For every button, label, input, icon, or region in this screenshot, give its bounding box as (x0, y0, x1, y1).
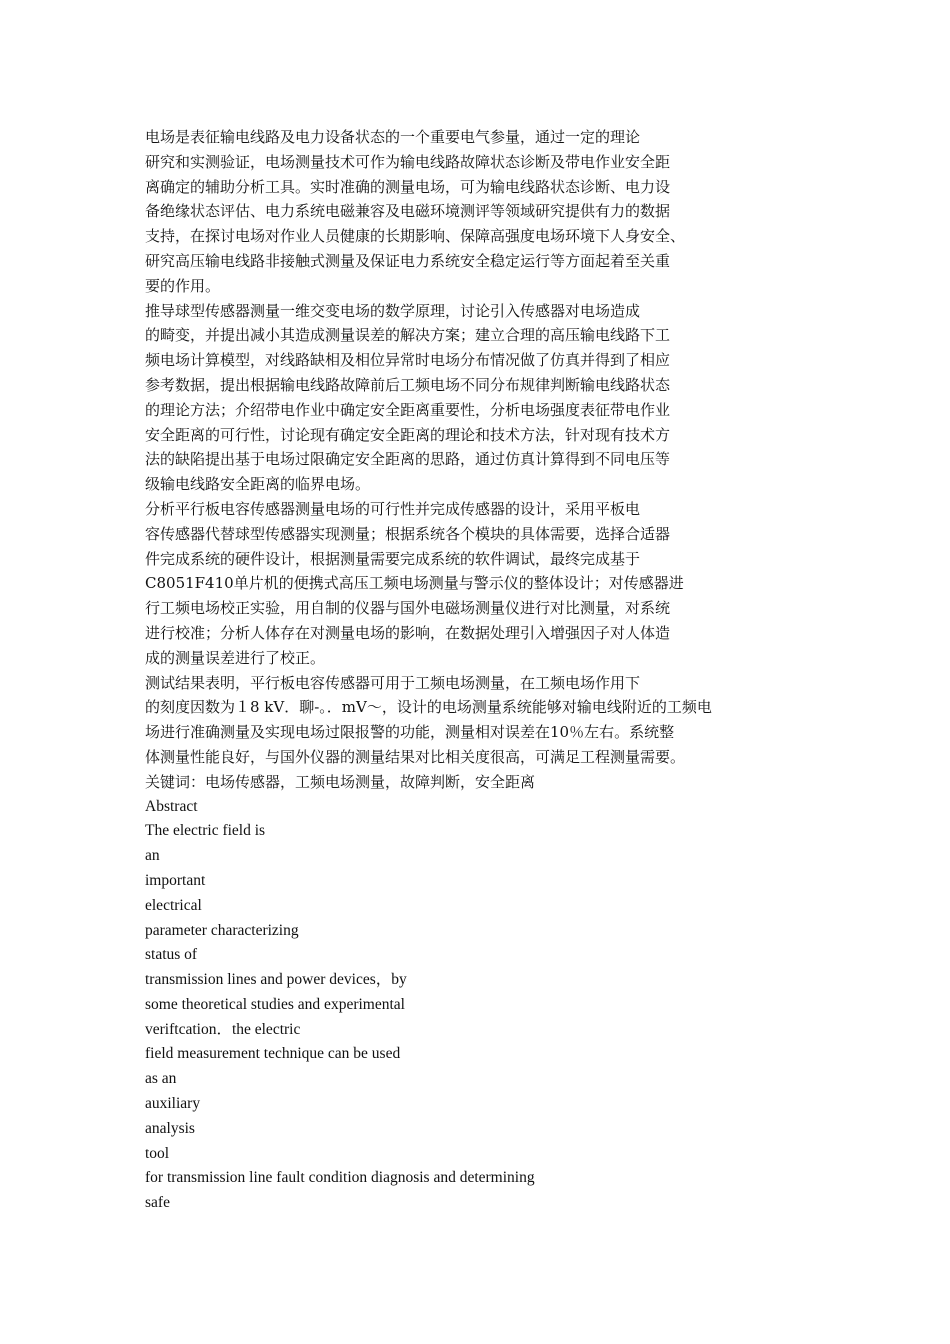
text-line: 体测量性能良好，与国外仪器的测量结果对比相关度很高，可满足工程测量需要。 (145, 747, 686, 766)
text-line: 件完成系统的硬件设计，根据测量需要完成系统的软件调试，最终完成基于 (145, 549, 641, 568)
text-line: 级输电线路安全距离的临界电场。 (145, 475, 371, 494)
text-line: 备绝缘状态评估、电力系统电磁兼容及电磁环境测评等领域研究提供有力的数据 (145, 202, 671, 221)
text-line: 分析平行板电容传感器测量电场的可行性并完成传感器的设计，采用平板电 (145, 499, 641, 518)
text-line: 离确定的辅助分析工具。实时准确的测量电场，可为输电线路状态诊断、电力设 (145, 177, 671, 196)
abstract-line: The electric field is (145, 822, 266, 840)
paragraph-1 (145, 125, 805, 299)
text-line: 的理论方法；介绍带电作业中确定安全距离重要性，分析电场强度表征带电作业 (145, 400, 671, 419)
abstract-line: veriftcation．the electric (145, 1020, 301, 1038)
abstract-line: analysis (145, 1119, 195, 1137)
paragraph-3 (145, 497, 805, 671)
abstract-line: some theoretical studies and experimental (145, 995, 405, 1013)
text-line: 研究高压输电线路非接触式测量及保证电力系统安全稳定运行等方面起着至关重 (145, 251, 671, 270)
text-line: 的刻度因数为１8 kV．聊-。．mV～，设计的电场测量系统能够对输电线附近的工频电 (145, 698, 712, 717)
abstract-line: auxiliary (145, 1095, 201, 1113)
abstract-body (145, 819, 805, 1216)
text-line: 频电场计算模型，对线路缺相及相位异常时电场分布情况做了仿真并得到了相应 (145, 351, 671, 370)
keywords-line: 关键词：电场传感器，工频电场测量，故障判断，安全距离 (145, 772, 536, 791)
abstract-line: tool (145, 1144, 170, 1162)
text-line: C8051F410单片机的便携式高压工频电场测量与警示仪的整体设计；对传感器进 (145, 574, 684, 593)
text-line: 参考数据，提出根据输电线路故障前后工频电场不同分布规律判断输电线路状态 (145, 375, 671, 394)
abstract-line: important (145, 871, 206, 889)
abstract-line: field measurement technique can be used (145, 1045, 401, 1063)
paragraph-2 (145, 299, 805, 497)
abstract-line: electrical (145, 896, 202, 914)
text-line: 的畸变，并提出减小其造成测量误差的解决方案；建立合理的高压输电线路下工 (145, 326, 671, 345)
abstract-line: an (145, 847, 160, 865)
abstract-line: transmission lines and power devices，by (145, 971, 407, 989)
text-line: 推导球型传感器测量一维交变电场的数学原理，讨论引入传感器对电场造成 (145, 301, 641, 320)
text-line: 电场是表征输电线路及电力设备状态的一个重要电气参量，通过一定的理论 (145, 128, 641, 146)
abstract-line: parameter characterizing (145, 921, 299, 939)
paragraph-4 (145, 671, 805, 770)
text-line: 安全距离的可行性，讨论现有确定安全距离的理论和技术方法，针对现有技术方 (145, 425, 671, 444)
text-line: 行工频电场校正实验，用自制的仪器与国外电磁场测量仪进行对比测量，对系统 (145, 599, 671, 618)
text-line: 进行校准；分析人体存在对测量电场的影响，在数据处理引入增强因子对人体造 (145, 623, 671, 642)
abstract-line: status of (145, 946, 198, 964)
text-line: 场进行准确测量及实现电场过限报警的功能，测量相对误差在10％左右。系统整 (145, 723, 675, 742)
abstract-line: safe (145, 1194, 170, 1212)
text-line: 支持，在探讨电场对作业人员健康的长期影响、保障高强度电场环境下人身安全、 (145, 227, 686, 246)
document-body (145, 125, 805, 1216)
text-line: 成的测量误差进行了校正。 (145, 648, 326, 667)
abstract-line: for transmission line fault condition diagnosis and determining (145, 1169, 535, 1187)
abstract-line: as an (145, 1070, 177, 1088)
text-line: 要的作用。 (145, 276, 221, 295)
text-line: 研究和实测验证，电场测量技术可作为输电线路故障状态诊断及带电作业安全距 (145, 152, 671, 171)
abstract-heading: Abstract (145, 797, 198, 815)
text-line: 容传感器代替球型传感器实现测量；根据系统各个模块的具体需要，选择合适器 (145, 524, 671, 543)
text-line: 测试结果表明，平行板电容传感器可用于工频电场测量，在工频电场作用下 (145, 673, 641, 692)
text-line: 法的缺陷提出基于电场过限确定安全距离的思路，通过仿真计算得到不同电压等 (145, 450, 671, 469)
